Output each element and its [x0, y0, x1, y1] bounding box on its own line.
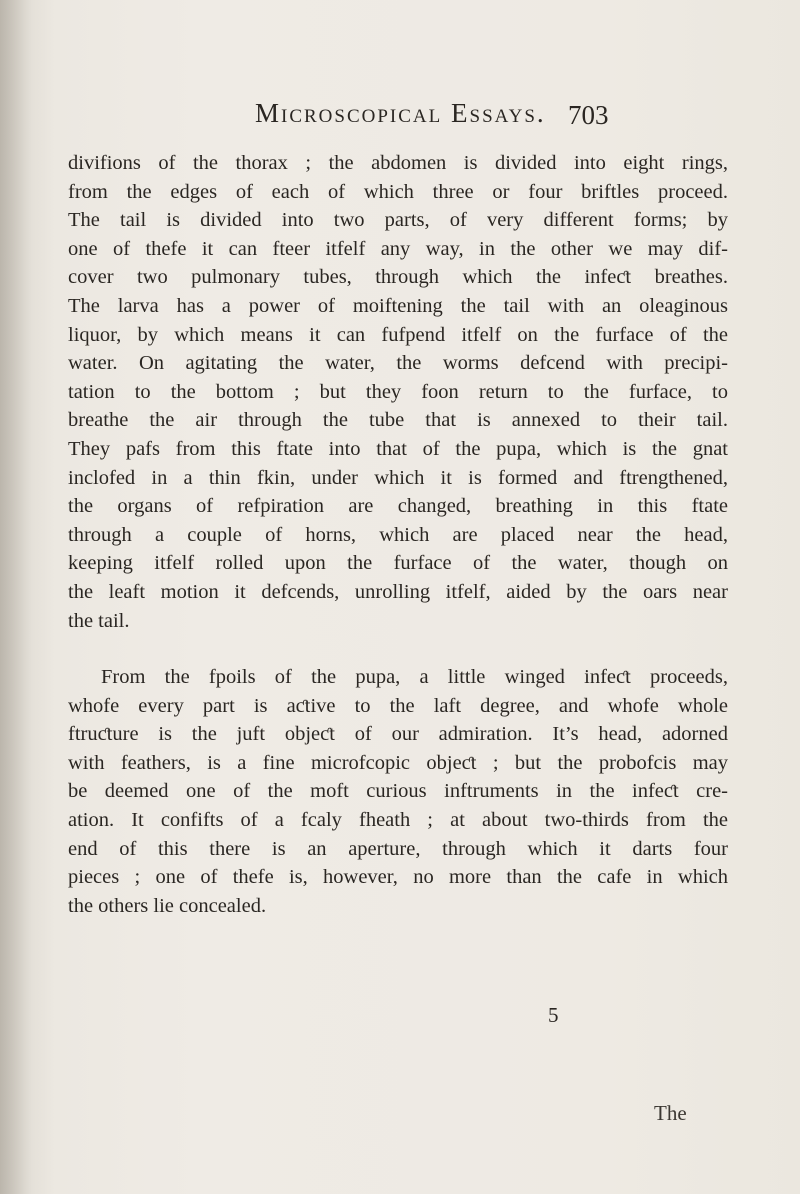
text-line: ation. It confifts of a fcaly fheath ; at about two-thirds from the [68, 809, 728, 832]
text-line: the organs of refpiration are changed, breathing in this ftate [68, 495, 728, 518]
body-text [68, 149, 728, 920]
text-line: tation to the bottom ; but they foon return to the furface, to [68, 380, 728, 403]
text-line: ftruƈture is the juft objeƈt of our admiration. It’s head, adorned [68, 723, 728, 746]
text-line: from the edges of each of which three or four briftles proceed. [68, 180, 728, 203]
text-line: end of this there is an aperture, through which it darts four [68, 837, 728, 860]
text-line: the tail. [68, 609, 130, 632]
page-number: 703 [568, 100, 609, 130]
signature-mark: 5 [548, 1003, 559, 1027]
text-line: pieces ; one of thefe is, however, no more than the cafe in which [68, 866, 728, 889]
text-line: whofe every part is aƈtive to the laft degree, and whofe whole [68, 694, 728, 717]
text-line: one of thefe it can fteer itfelf any way, in the other we may dif- [68, 237, 728, 260]
text-line: inclofed in a thin fkin, under which it is formed and ftrengthened, [68, 466, 728, 489]
page-gutter-shadow [0, 0, 32, 1194]
text-line: The larva has a power of moiftening the tail with an oleaginous [68, 294, 728, 317]
text-line: be deemed one of the moft curious inftruments in the infeƈt cre- [68, 780, 728, 803]
paragraph-1 [68, 149, 728, 635]
text-line: divifions of the thorax ; the abdomen is divided into eight rings, [68, 152, 728, 174]
text-line: breathe the air through the tube that is annexed to their tail. [68, 409, 728, 432]
text-line: with feathers, is a fine microfcopic objeƈt ; but the probofcis may [68, 751, 728, 774]
running-title: Microscopical Essays. [255, 98, 546, 128]
text-line: They pafs from this ftate into that of the pupa, which is the gnat [68, 437, 728, 460]
text-line: cover two pulmonary tubes, through which the infeƈt breathes. [68, 266, 728, 289]
text-line: water. On agitating the water, the worms defcend with precipi- [68, 352, 728, 375]
text-line: the leaft motion it defcends, unrolling itfelf, aided by the oars near [68, 580, 728, 603]
text-line: liquor, by which means it can fufpend itfelf on the furface of the [68, 323, 728, 346]
text-line: keeping itfelf rolled upon the furface of the water, though on [68, 552, 728, 575]
text-line: From the fpoils of the pupa, a little winged infeƈt proceeds, [101, 666, 728, 689]
paragraph-2 [68, 663, 728, 920]
text-line: through a couple of horns, which are placed near the head, [68, 523, 728, 546]
text-line: The tail is divided into two parts, of very different forms; by [68, 209, 728, 232]
page-header [255, 98, 615, 134]
text-line: the others lie concealed. [68, 894, 267, 917]
paragraph-gap [68, 635, 728, 663]
catchword: The [654, 1101, 687, 1125]
